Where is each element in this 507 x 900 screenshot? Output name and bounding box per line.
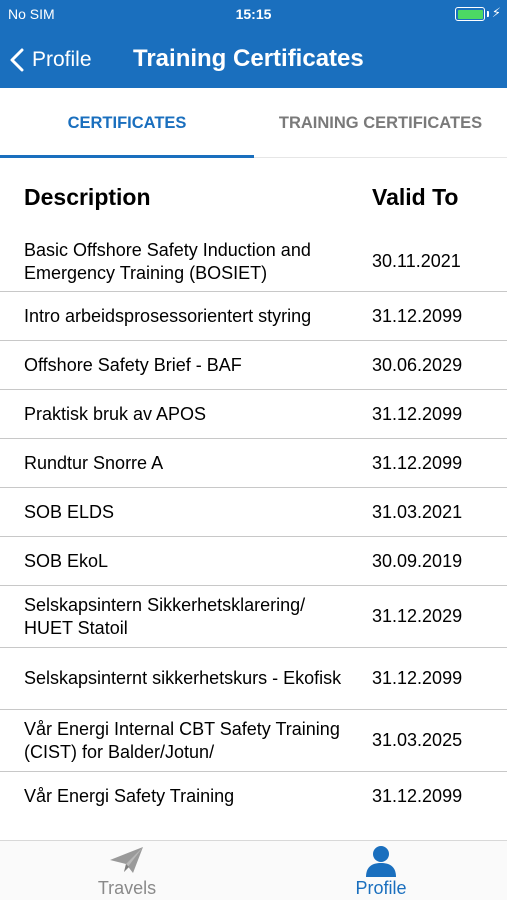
tab-certificates[interactable]: CERTIFICATES bbox=[67, 113, 187, 132]
certificate-valid-to: 31.12.2099 bbox=[372, 452, 463, 473]
certificate-description: Selskapsinternt sikkerhetskurs - Ekofisk bbox=[24, 668, 342, 688]
certificate-description: Rundtur Snorre A bbox=[24, 452, 164, 473]
certificate-valid-to: 31.03.2021 bbox=[372, 501, 463, 522]
certificate-valid-to: 30.11.2021 bbox=[372, 251, 461, 271]
certificate-valid-to: 31.12.2099 bbox=[372, 403, 463, 424]
bottom-tab-label: Travels bbox=[97, 878, 157, 898]
certificate-description: Vår Energi Safety Training bbox=[24, 786, 235, 806]
tab-training-certificates[interactable]: TRAINING CERTIFICATES bbox=[278, 113, 483, 132]
battery-cap bbox=[487, 11, 489, 17]
table-row[interactable] bbox=[0, 232, 507, 292]
certificate-valid-to: 31.12.2029 bbox=[372, 606, 463, 626]
certificate-description: Basic Offshore Safety Induction and Emergency Training (BOSIET) bbox=[24, 239, 311, 283]
back-label: Profile bbox=[32, 48, 92, 71]
certificate-valid-to: 30.06.2029 bbox=[372, 354, 463, 375]
bottom-tab-travels[interactable] bbox=[0, 841, 254, 900]
certificate-description: Vår Energi Internal CBT Safety Training (CIST) for Balder/Jotun/ bbox=[24, 718, 340, 762]
table-row[interactable] bbox=[0, 537, 507, 586]
chevron-left-icon bbox=[10, 48, 24, 72]
certificate-valid-to: 31.03.2025 bbox=[372, 730, 463, 750]
table-row[interactable] bbox=[0, 439, 507, 488]
bottom-tab-profile[interactable] bbox=[254, 841, 507, 900]
certificates-table bbox=[0, 158, 507, 821]
page-title: Training Certificates bbox=[133, 45, 364, 72]
certificate-description: Selskapsintern Sikkerhetsklarering/ HUET Statoil bbox=[24, 594, 306, 638]
table-row[interactable] bbox=[0, 772, 507, 821]
person-icon bbox=[254, 845, 507, 875]
carrier-label: No SIM bbox=[8, 6, 55, 22]
column-header-valid-to: Valid To bbox=[372, 184, 459, 210]
certificate-valid-to: 30.09.2019 bbox=[372, 550, 463, 571]
nav-bar bbox=[0, 30, 507, 88]
certificate-valid-to: 31.12.2099 bbox=[372, 305, 463, 326]
app-header bbox=[0, 0, 507, 88]
certificate-valid-to: 31.12.2099 bbox=[372, 786, 463, 806]
bottom-tab-label: Profile bbox=[355, 878, 407, 898]
certificate-description: SOB EkoL bbox=[24, 550, 109, 571]
table-header bbox=[0, 158, 507, 232]
table-row[interactable] bbox=[0, 390, 507, 439]
table-row[interactable] bbox=[0, 586, 507, 648]
certificate-description: SOB ELDS bbox=[24, 501, 115, 522]
status-time: 15:15 bbox=[235, 6, 272, 22]
status-bar bbox=[0, 0, 507, 30]
table-row[interactable] bbox=[0, 648, 507, 710]
certificate-description: Offshore Safety Brief - BAF bbox=[24, 354, 242, 375]
table-row[interactable] bbox=[0, 292, 507, 341]
charging-icon: ⚡ bbox=[491, 5, 501, 20]
column-header-description: Description bbox=[24, 184, 151, 210]
certificate-valid-to: 31.12.2099 bbox=[372, 668, 463, 688]
table-row[interactable] bbox=[0, 341, 507, 390]
table-row[interactable] bbox=[0, 710, 507, 772]
paper-plane-icon bbox=[0, 845, 254, 875]
segment-tabs bbox=[0, 88, 507, 158]
certificate-description: Intro arbeidsprosessorientert styring bbox=[24, 305, 312, 326]
battery-icon bbox=[455, 7, 485, 21]
certificate-description: Praktisk bruk av APOS bbox=[24, 403, 207, 424]
back-button[interactable] bbox=[10, 44, 92, 76]
table-row[interactable] bbox=[0, 488, 507, 537]
bottom-tab-bar bbox=[0, 840, 507, 900]
